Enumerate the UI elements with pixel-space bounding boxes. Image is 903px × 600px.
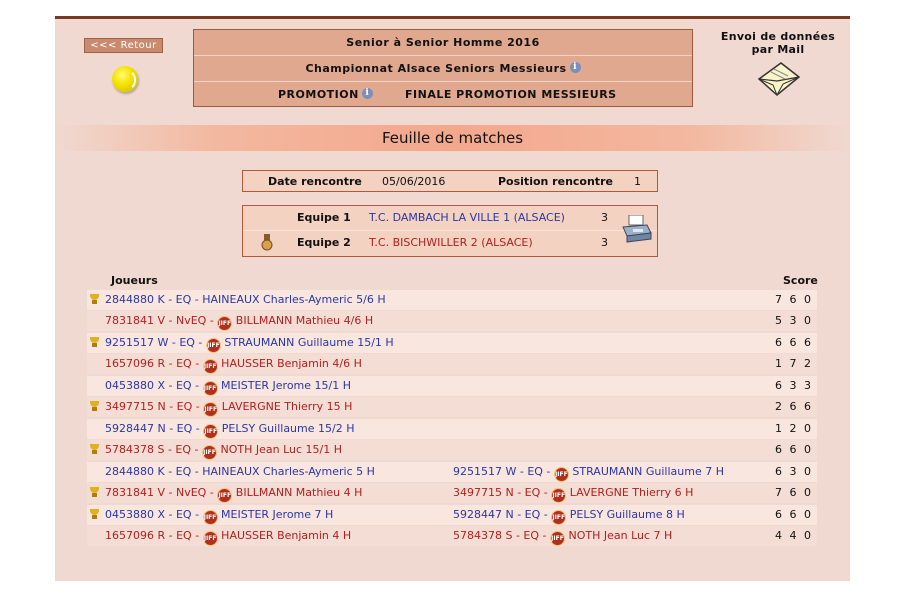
player-name[interactable]: 7831841 V - NvEQ - JIFF BILLMANN Mathieu 4/6 H [105,314,373,327]
set-scores: 6 6 6 [775,336,813,349]
partner-name[interactable]: 5928447 N - EQ - JIFF PELSY Guillaume 8 H [453,508,685,521]
player-name[interactable]: 0453880 X - EQ - JIFF MEISTER Jerome 15/1 H [105,379,351,392]
set-scores: 7 6 0 [775,486,813,499]
player-name[interactable]: 1657096 R - EQ - JIFF HAUSSER Benjamin 4 H [105,529,351,542]
partner-name[interactable]: 3497715 N - EQ - JIFF LAVERGNE Thierry 6 H [453,486,693,499]
player-name[interactable]: 0453880 X - EQ - JIFF MEISTER Jerome 7 H [105,508,333,521]
match-row [87,290,817,310]
match-row [87,483,817,503]
set-scores: 6 3 3 [775,379,813,392]
player-cell [105,354,362,374]
tennis-ball-icon [112,66,138,92]
teams-panel [242,205,658,257]
jiff-icon: JIFF [551,510,566,525]
jiff-icon: JIFF [203,510,218,525]
competition-header [193,29,693,107]
match-row [87,354,817,374]
trophy-icon [89,487,100,498]
competition-title: Senior à Senior Homme 2016 [346,36,540,49]
jiff-icon: JIFF [550,531,565,546]
player-name[interactable]: 1657096 R - EQ - JIFF HAUSSER Benjamin 4/6 H [105,357,362,370]
player-cell [105,483,362,503]
section-band [55,125,850,151]
info-icon[interactable]: i [570,62,581,73]
set-scores: 6 6 0 [775,508,813,521]
set-scores: 5 3 0 [775,314,813,327]
player-cell [105,419,354,439]
player-cell [105,333,394,353]
partner-cell [453,526,672,546]
match-row [87,505,817,525]
team1-score: 3 [601,211,608,224]
player-cell [105,376,351,396]
jiff-icon: JIFF [203,531,218,546]
envelope-icon[interactable] [755,59,801,101]
match-row [87,526,817,546]
player-name[interactable]: 3497715 N - EQ - JIFF LAVERGNE Thierry 15 H [105,400,352,413]
partner-cell [453,505,685,525]
championship-label: Championnat Alsace Seniors Messieurs [305,62,567,75]
player-cell [105,440,342,460]
team1-label: Equipe 1 [297,211,351,224]
players-header: Joueurs [111,274,158,287]
player-cell [105,462,375,482]
set-scores: 4 4 0 [775,529,813,542]
score-header: Score [783,274,818,287]
player-cell [105,526,351,546]
match-row [87,462,817,482]
set-scores: 1 2 0 [775,422,813,435]
set-scores: 1 7 2 [775,357,813,370]
player-name[interactable]: 2844880 K - EQ - HAINEAUX Charles-Aymeric 5 H [105,465,375,478]
set-scores: 6 3 0 [775,465,813,478]
player-name[interactable]: 7831841 V - NvEQ - JIFF BILLMANN Mathieu 4 H [105,486,362,499]
set-scores: 7 6 0 [775,293,813,306]
jiff-icon: JIFF [203,381,218,396]
team2-name[interactable]: T.C. BISCHWILLER 2 (ALSACE) [369,236,533,249]
date-value: 05/06/2016 [382,175,446,188]
match-row [87,311,817,331]
team1-name[interactable]: T.C. DAMBACH LA VILLE 1 (ALSACE) [369,211,565,224]
match-row [87,333,817,353]
player-cell [105,290,386,310]
trophy-icon [89,294,100,305]
partner-cell [453,483,693,503]
jiff-icon: JIFF [551,488,566,503]
player-name[interactable]: 9251517 W - EQ - JIFF STRAUMANN Guillaume 15/1 H [105,336,394,349]
player-name[interactable]: 5784378 S - EQ - JIFF NOTH Jean Luc 15/1 H [105,443,342,456]
team2-label: Equipe 2 [297,236,351,249]
set-scores: 2 6 6 [775,400,813,413]
trophy-icon [89,509,100,520]
jiff-icon: JIFF [217,316,232,331]
medal-icon [261,234,273,252]
team2-score: 3 [601,236,608,249]
meeting-info [242,170,658,192]
position-value: 1 [634,175,641,188]
player-cell [105,397,352,417]
trophy-icon [89,401,100,412]
set-scores: 6 6 0 [775,443,813,456]
info-icon[interactable]: i [362,88,373,99]
match-row [87,419,817,439]
player-name[interactable]: 2844880 K - EQ - HAINEAUX Charles-Aymeric 5/6 H [105,293,386,306]
jiff-icon: JIFF [203,359,218,374]
player-name[interactable]: 5928447 N - EQ - JIFF PELSY Guillaume 15/2 H [105,422,354,435]
jiff-icon: JIFF [203,402,218,417]
match-row [87,376,817,396]
jiff-icon: JIFF [206,338,221,353]
division-text: PROMOTION [278,88,359,101]
player-cell [105,505,333,525]
player-cell [105,311,373,331]
jiff-icon: JIFF [203,424,218,439]
jiff-icon: JIFF [554,467,569,482]
match-row [87,397,817,417]
division-label [278,88,373,101]
jiff-icon: JIFF [202,445,217,460]
date-label: Date rencontre [268,175,362,188]
phase-label: FINALE PROMOTION MESSIEURS [405,88,617,101]
mail-send-label: Envoi de données par Mail [720,30,836,56]
position-label: Position rencontre [498,175,613,188]
match-row [87,440,817,460]
championship-name [194,62,692,75]
match-sheet-panel [55,16,850,581]
jiff-icon: JIFF [217,488,232,503]
back-button[interactable]: <<< Retour [84,38,163,53]
partner-name[interactable]: 9251517 W - EQ - JIFF STRAUMANN Guillaume 7 H [453,465,724,478]
trophy-icon [89,337,100,348]
trophy-icon [89,444,100,455]
section-title: Feuille de matches [381,129,524,147]
partner-name[interactable]: 5784378 S - EQ - JIFF NOTH Jean Luc 7 H [453,529,672,542]
partner-cell [453,462,724,482]
printer-icon[interactable] [621,215,653,245]
